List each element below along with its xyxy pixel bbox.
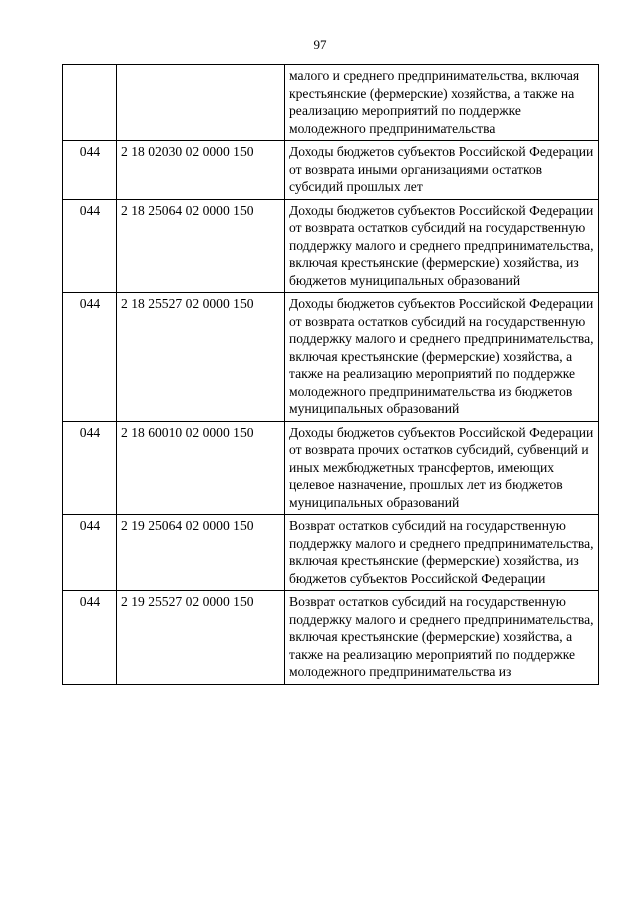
table-row [63, 65, 599, 141]
budget-code-cell: 2 18 02030 02 0000 150 [117, 141, 285, 200]
admin-code-cell: 044 [63, 591, 117, 685]
budget-code-cell [117, 65, 285, 141]
admin-code-cell: 044 [63, 199, 117, 293]
budget-code-cell: 2 18 25527 02 0000 150 [117, 293, 285, 422]
page-number: 97 [313, 37, 327, 52]
income-name-cell: Доходы бюджетов субъектов Российской Федерации от возврата прочих остатков субсидий, субвенций и иных межбюджетных трансфертов, имеющих целевое назначение, прошлых лет из бюджетов муниципальных образований [285, 421, 599, 515]
table-row [63, 141, 599, 200]
admin-code-cell: 044 [63, 293, 117, 422]
admin-code-cell [63, 65, 117, 141]
income-name-cell: Доходы бюджетов субъектов Российской Федерации от возврата иными организациями остатков субсидий прошлых лет [285, 141, 599, 200]
admin-code-cell: 044 [63, 421, 117, 515]
budget-code-cell: 2 18 25064 02 0000 150 [117, 199, 285, 293]
budget-code-cell: 2 19 25527 02 0000 150 [117, 591, 285, 685]
table-row [63, 591, 599, 685]
admin-code-cell: 044 [63, 515, 117, 591]
income-name-cell: Возврат остатков субсидий на государственную поддержку малого и среднего предпринимательства, включая крестьянские (фермерские) хозяйства, из бюджетов субъектов Российской Федерации [285, 515, 599, 591]
budget-code-cell: 2 19 25064 02 0000 150 [117, 515, 285, 591]
table-row [63, 421, 599, 515]
admin-code-cell: 044 [63, 141, 117, 200]
income-name-cell: Возврат остатков субсидий на государственную поддержку малого и среднего предпринимательства, включая крестьянские (фермерские) хозяйства, а также на реализацию мероприятий по поддержке молодежного предпринимательства из [285, 591, 599, 685]
table-row [63, 515, 599, 591]
budget-code-cell: 2 18 60010 02 0000 150 [117, 421, 285, 515]
income-name-cell: Доходы бюджетов субъектов Российской Федерации от возврата остатков субсидий на государственную поддержку малого и среднего предпринимательства, включая крестьянские (фермерские) хозяйства, а также на реализацию мероприятий по поддержке молодежного предпринимательства из бюджетов муниципальных образований [285, 293, 599, 422]
income-name-cell: малого и среднего предпринимательства, включая крестьянские (фермерские) хозяйства, а также на реализацию мероприятий по поддержке молодежного предпринимательства [285, 65, 599, 141]
income-name-cell: Доходы бюджетов субъектов Российской Федерации от возврата остатков субсидий на государственную поддержку малого и среднего предпринимательства, включая крестьянские (фермерские) хозяйства, из бюджетов муниципальных образований [285, 199, 599, 293]
budget-codes-table [62, 64, 599, 685]
table-row [63, 293, 599, 422]
table-row [63, 199, 599, 293]
